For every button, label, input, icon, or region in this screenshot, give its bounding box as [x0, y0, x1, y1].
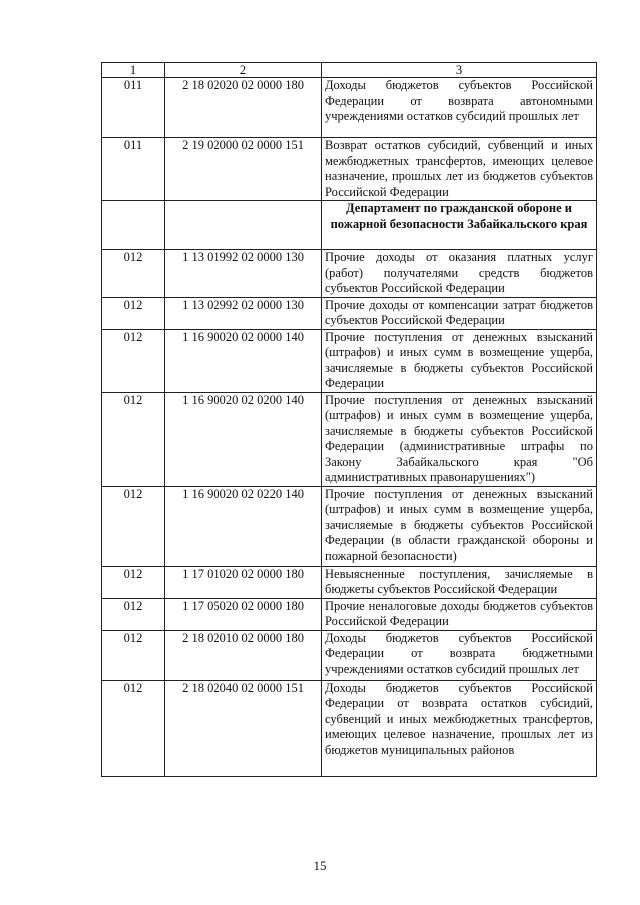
- budget-code-cell: 1 16 90020 02 0200 140: [165, 392, 322, 486]
- admin-code-cell: 011: [102, 78, 165, 138]
- column-header-3: 3: [322, 63, 597, 78]
- table-row: [102, 392, 597, 486]
- table-row: [102, 138, 597, 201]
- budget-code-cell: 1 16 90020 02 0220 140: [165, 486, 322, 566]
- table-row: [102, 250, 597, 298]
- column-header-1: 1: [102, 63, 165, 78]
- table-row: [102, 486, 597, 566]
- department-heading: Департамент по гражданской обороне и пожарной безопасности Забайкальского края: [322, 201, 597, 250]
- budget-code-cell: 1 17 01020 02 0000 180: [165, 566, 322, 598]
- admin-code-cell: 012: [102, 680, 165, 776]
- income-name-cell: Прочие поступления от денежных взысканий (штрафов) и иных сумм в возмещение ущерба, зачисляемые в бюджеты субъектов Российской Федерации (административные штрафы по Закону Забайкальского края "Об административных правонарушениях"): [322, 392, 597, 486]
- budget-code-cell: [165, 201, 322, 250]
- table-header-row: [102, 63, 597, 78]
- table-row: [102, 630, 597, 680]
- budget-code-cell: 1 13 02992 02 0000 130: [165, 297, 322, 329]
- admin-code-cell: [102, 201, 165, 250]
- admin-code-cell: 012: [102, 566, 165, 598]
- budget-code-cell: 1 13 01992 02 0000 130: [165, 250, 322, 298]
- admin-code-cell: 012: [102, 598, 165, 630]
- budget-code-cell: 1 16 90020 02 0000 140: [165, 329, 322, 392]
- income-name-cell: Доходы бюджетов субъектов Российской Федерации от возврата автономными учреждениями остатков субсидий прошлых лет: [322, 78, 597, 138]
- income-name-cell: Прочие поступления от денежных взысканий (штрафов) и иных сумм в возмещение ущерба, зачисляемые в бюджеты субъектов Российской Федерации (в области гражданской обороны и пожарной безопасности): [322, 486, 597, 566]
- budget-code-cell: 2 18 02020 02 0000 180: [165, 78, 322, 138]
- admin-code-cell: 011: [102, 138, 165, 201]
- page-number: 15: [313, 858, 327, 873]
- admin-code-cell: 012: [102, 486, 165, 566]
- income-name-cell: Доходы бюджетов субъектов Российской Федерации от возврата бюджетными учреждениями остатков субсидий прошлых лет: [322, 630, 597, 680]
- admin-code-cell: 012: [102, 630, 165, 680]
- budget-code-cell: 2 18 02040 02 0000 151: [165, 680, 322, 776]
- admin-code-cell: 012: [102, 250, 165, 298]
- budget-code-cell: 2 19 02000 02 0000 151: [165, 138, 322, 201]
- income-name-cell: Невыясненные поступления, зачисляемые в бюджеты субъектов Российской Федерации: [322, 566, 597, 598]
- admin-code-cell: 012: [102, 329, 165, 392]
- table-row: [102, 598, 597, 630]
- table-row: [102, 297, 597, 329]
- income-name-cell: Прочие поступления от денежных взысканий (штрафов) и иных сумм в возмещение ущерба, зачисляемые в бюджеты субъектов Российской Федерации: [322, 329, 597, 392]
- column-header-2: 2: [165, 63, 322, 78]
- budget-code-cell: 2 18 02010 02 0000 180: [165, 630, 322, 680]
- table-row: [102, 329, 597, 392]
- table-row: [102, 78, 597, 138]
- budget-code-cell: 1 17 05020 02 0000 180: [165, 598, 322, 630]
- income-name-cell: Доходы бюджетов субъектов Российской Федерации от возврата остатков субсидий, субвенций и иных межбюджетных трансфертов, имеющих целевое назначение, прошлых лет из бюджетов муниципальных районов: [322, 680, 597, 776]
- department-heading-row: [102, 201, 597, 250]
- income-name-cell: Прочие доходы от компенсации затрат бюджетов субъектов Российской Федерации: [322, 297, 597, 329]
- table-row: [102, 680, 597, 776]
- budget-codes-table: [101, 62, 597, 777]
- admin-code-cell: 012: [102, 392, 165, 486]
- table-row: [102, 566, 597, 598]
- income-name-cell: Возврат остатков субсидий, субвенций и иных межбюджетных трансфертов, имеющих целевое назначение, прошлых лет из бюджетов субъектов Российской Федерации: [322, 138, 597, 201]
- income-name-cell: Прочие неналоговые доходы бюджетов субъектов Российской Федерации: [322, 598, 597, 630]
- income-name-cell: Прочие доходы от оказания платных услуг (работ) получателями средств бюджетов субъектов Российской Федерации: [322, 250, 597, 298]
- admin-code-cell: 012: [102, 297, 165, 329]
